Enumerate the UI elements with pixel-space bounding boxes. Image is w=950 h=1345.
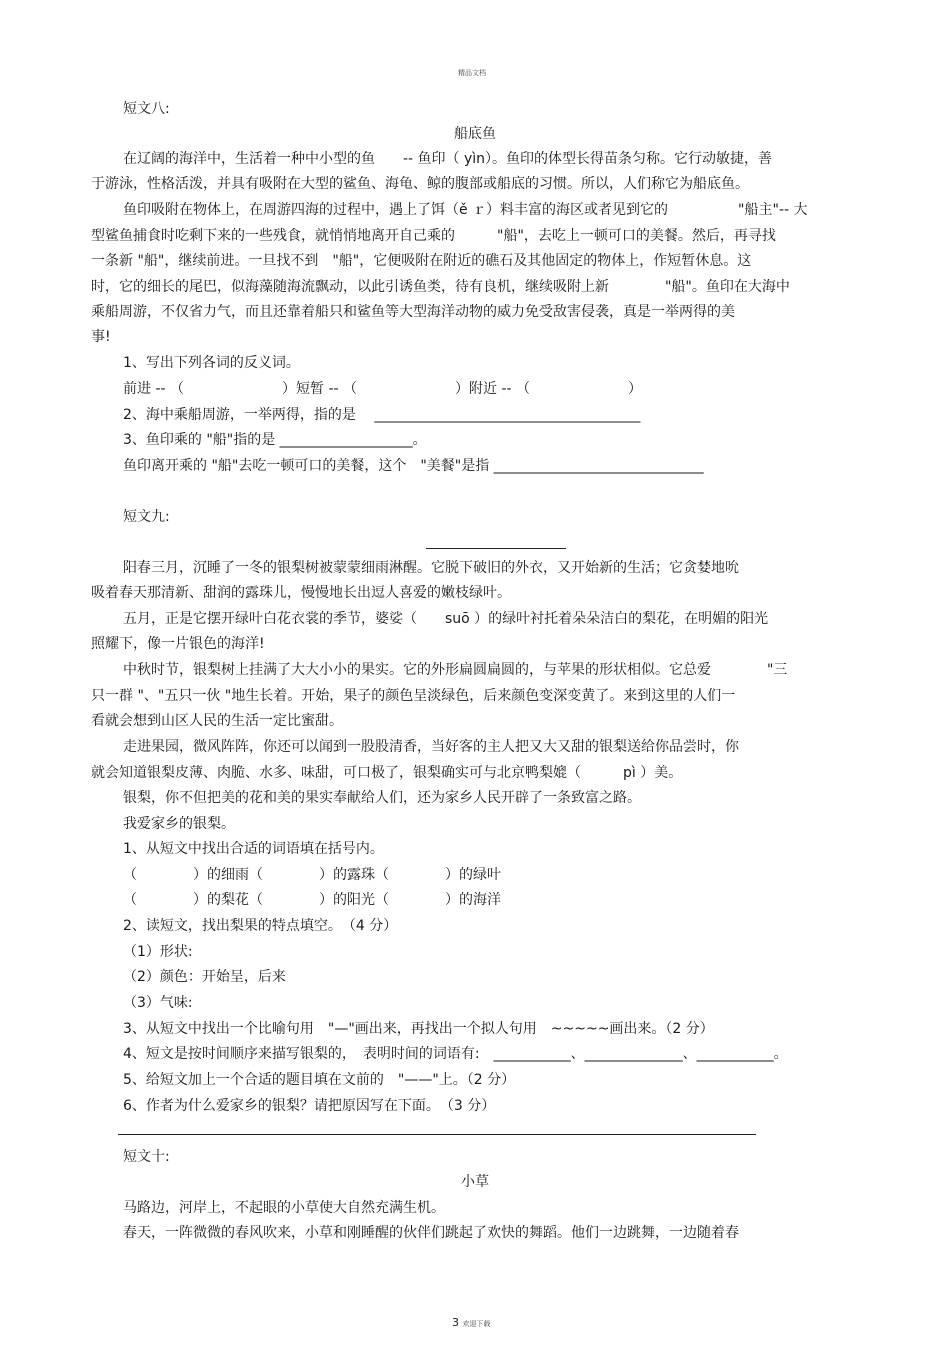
paragraph-line: 鱼印吸附在物体上，在周游四海的过程中，遇上了饵（ě ｒ）料丰富的海区或者见到它的 "船主"-- 大: [123, 202, 808, 218]
page-number: 3: [452, 1316, 459, 1329]
paragraph-line: 照耀下，像一片银色的海洋!: [91, 636, 265, 652]
paragraph-line: 就会知道银梨皮薄、肉脆、水多、味甜，可口极了，银梨确实可与北京鸭梨媲（ pì ）美。: [91, 765, 683, 781]
footer-text: 欢迎下载: [462, 1320, 491, 1328]
question: 1、写出下列各词的反义词。: [123, 355, 300, 371]
paragraph-line: 只一群 "、"五只一伙 "地生长着。开始，果子的颜色呈淡绿色，后来颜色变深变黄了。来到这里的人们一: [91, 688, 736, 704]
question: 2、读短文，找出梨果的特点填空。 （4 分）: [123, 918, 398, 934]
question: （ ）的梨花（ ）的阳光（ ）的海洋: [123, 892, 501, 908]
paragraph-line: 乘船周游，不仅省力气，而且还靠着船只和鲨鱼等大型海洋动物的威力免受敌害侵袭，真是一举两得的美: [91, 304, 735, 320]
paragraph-line: 春天，一阵微微的春风吹来，小草和刚睡醒的伙伴们跳起了欢快的舞蹈。他们一边跳舞，一边随着春: [123, 1225, 739, 1241]
question: （ ）的细雨（ ）的露珠（ ）的绿叶: [123, 867, 501, 883]
section-title: 小草: [461, 1174, 489, 1190]
paragraph-line: 五月，正是它摆开绿叶白花衣裳的季节，婆娑（ suō ）的绿叶衬托着朵朵洁白的梨花，在明媚的阳光: [123, 611, 769, 627]
paragraph-line: 银梨，你不但把美的花和美的果实奉献给人们，还为家乡人民开辟了一条致富之路。: [123, 790, 641, 806]
question: 鱼印离开乘的 "船"去吃一顿可口的美餐，这个 "美餐"是指 ______________________________: [123, 458, 704, 474]
question: 4、短文是按时间顺序来描写银梨的， 表明时间的词语有: ___________、______________、___________。: [123, 1046, 788, 1062]
paragraph-line: 中秋时节，银梨树上挂满了大大小小的果实。它的外形扁圆扁圆的，与苹果的形状相似。它总爱 "三: [123, 662, 788, 678]
paragraph-line: 看就会想到山区人民的生活一定比蜜甜。: [91, 713, 343, 729]
paragraph-line: 于游泳，性格活泼，并具有吸附在大型的鲨鱼、海龟、鲸的腹部或船底的习惯。所以，人们称它为船底鱼。: [91, 176, 749, 192]
paragraph-line: 阳春三月，沉睡了一冬的银梨树被蒙蒙细雨淋醒。它脱下破旧的外衣，又开始新的生活；它贪婪地吮: [123, 560, 739, 576]
section-label: 短文九:: [123, 509, 170, 525]
answer-line: [118, 1134, 756, 1135]
section-label: 短文八:: [123, 101, 170, 117]
question: 3、鱼印乘的 "船"指的是 ___________________。: [123, 432, 427, 448]
page-header: 精品文档: [458, 69, 486, 77]
question: 前进 -- （ ）短暂 -- （ ）附近 -- （ ）: [123, 381, 643, 397]
question: 3、从短文中找出一个比喻句用 "—"画出来，再找出一个拟人句用 ~~~~~画出来。（2 分）: [123, 1021, 714, 1037]
paragraph-line: 事!: [91, 329, 111, 345]
title-blank-line: [426, 548, 566, 549]
paragraph-line: 型鲨鱼捕食时吃剩下来的一些残食，就悄悄地离开自己乘的 "船"，去吃上一顿可口的美餐。然后，再寻找: [91, 228, 776, 244]
paragraph-line: 时，它的细长的尾巴，似海藻随海流飘动，以此引诱鱼类，待有良机，继续吸附上新 "船"。鱼印在大海中: [91, 279, 790, 295]
paragraph-line: 一条新 "船"，继续前进。一旦找不到 "船"，它便吸附在附近的礁石及其他固定的物体上，作短暂休息。这: [91, 253, 752, 269]
question: 6、作者为什么爱家乡的银梨？请把原因写在下面。 （3 分）: [123, 1098, 496, 1114]
paragraph-line: 马路边，河岸上，不起眼的小草使大自然充满生机。: [123, 1200, 445, 1216]
section-title: 船底鱼: [454, 126, 496, 142]
question: 2、海中乘船周游，一举两得，指的是 ______________________________________: [123, 407, 641, 423]
question: （2）颜色：开始呈，后来: [123, 969, 286, 985]
question: 1、从短文中找出合适的词语填在括号内。: [123, 841, 384, 857]
question: （3）气味:: [123, 995, 193, 1011]
paragraph-line: 在辽阔的海洋中，生活着一种中小型的鱼 -- 鱼印（ yìn）。鱼印的体型长得苗条匀称。它行动敏捷，善: [123, 151, 773, 167]
paragraph-line: 我爱家乡的银梨。: [123, 816, 235, 832]
section-label: 短文十:: [123, 1149, 170, 1165]
question: 5、给短文加上一个合适的题目填在文前的 "——"上。（2 分）: [123, 1072, 516, 1088]
paragraph-line: 走进果园，微风阵阵，你还可以闻到一股股清香，当好客的主人把又大又甜的银梨送给你品尝时，你: [123, 739, 739, 755]
paragraph-line: 吸着春天那清新、甜润的露珠儿，慢慢地长出逗人喜爱的嫩枝绿叶。: [91, 585, 511, 601]
question: （1）形状:: [123, 944, 193, 960]
page-footer: [452, 1316, 491, 1331]
